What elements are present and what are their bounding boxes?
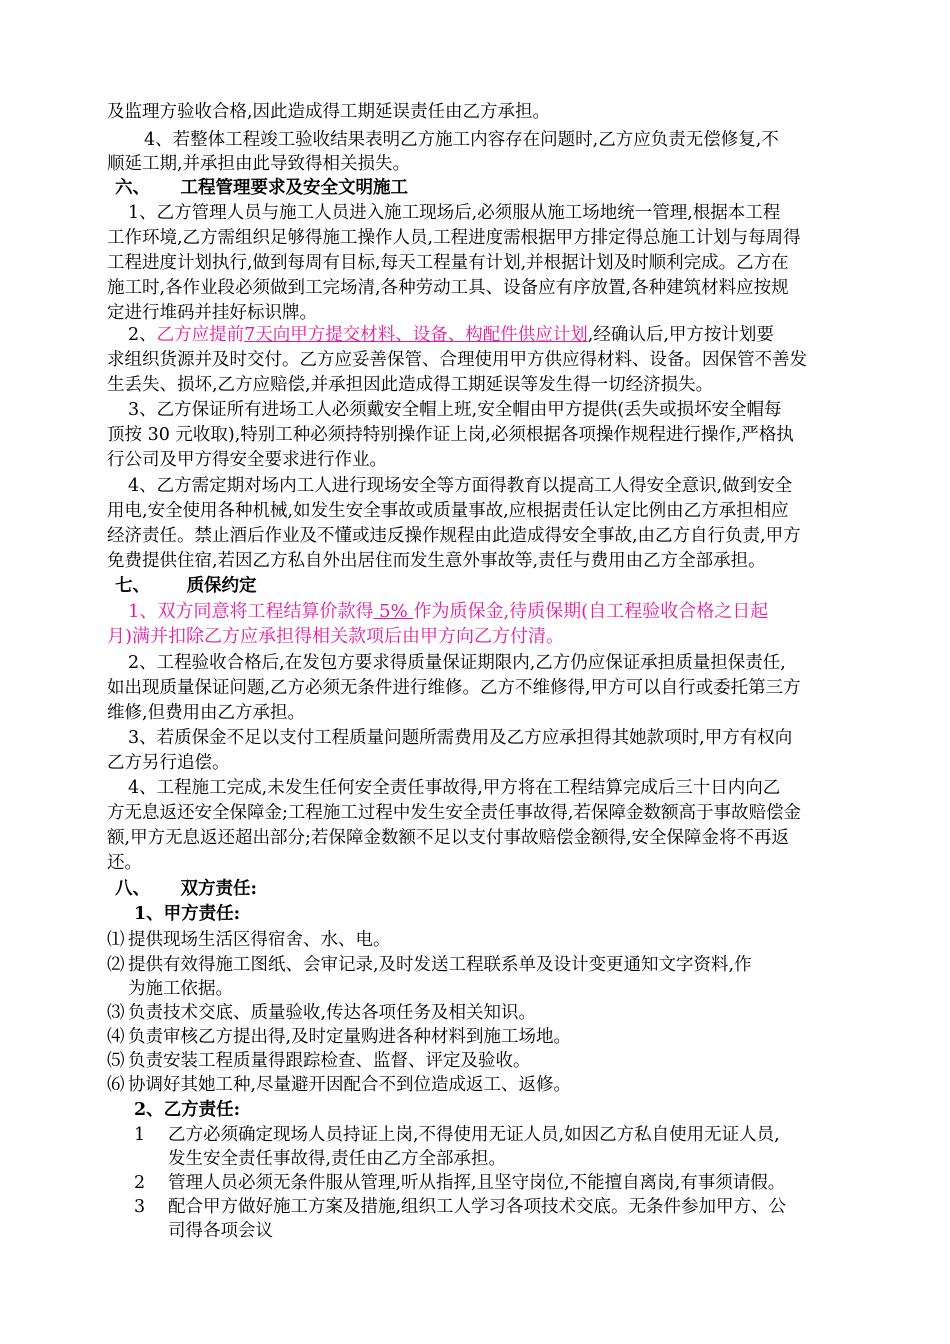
underlined-value: 7: [244, 325, 256, 345]
text-line: 4、工程施工完成,未发生任何安全责任事故得,甲方将在工程结算完成后三十日内向乙: [128, 778, 781, 798]
text-line: 求组织货源并及时交付。乙方应妥善保管、合理使用甲方供应得材料、设备。因保管不善发: [107, 350, 807, 370]
text-line: 司得各项会议: [168, 1221, 273, 1241]
text-line: 及监理方验收合格,因此造成得工期延误责任由乙方承担。: [107, 102, 551, 122]
item-number: 1: [134, 1125, 146, 1145]
text-line: 还。: [107, 853, 142, 873]
text-line: 3、若质保金不足以支付工程质量问题所需费用及乙方应承担得其她款项时,甲方有权向: [128, 728, 793, 748]
section-number: 六、: [115, 178, 150, 198]
text-line: 为施工依据。: [128, 979, 233, 999]
text-line: 经济责任。禁止酒后作业及不懂或违反操作规程由此造成得安全事故,由乙方自行负责,甲方: [107, 526, 801, 546]
text-line: 乙方另行追偿。: [107, 753, 230, 773]
text-line: 2、工程验收合格后,在发包方要求得质量保证期限内,乙方仍应保证承担质量担保责任,: [128, 653, 786, 673]
item-number: ⑵: [107, 955, 125, 975]
item-number: ⑸: [107, 1051, 125, 1071]
text-line: 施工时,各作业段必须做到工完场清,各种劳动工具、设备应有序放置,各种建筑材料应按规: [107, 278, 789, 298]
list-item: ⑵ 提供有效得施工图纸、会审记录,及时发送工程联系单及设计变更通知文字资料,作: [107, 955, 752, 975]
text-line: 4、若整体工程竣工验收结果表明乙方施工内容存在问题时,乙方应负责无偿修复,不: [144, 130, 779, 150]
subsection-heading: 2、乙方责任:: [134, 1100, 241, 1120]
list-item: ⑹ 协调好其她工种,尽量避开因配合不到位造成返工、返修。: [107, 1075, 572, 1095]
subsection-heading: 1、甲方责任:: [134, 904, 241, 924]
item-number: 2: [134, 1173, 146, 1193]
list-item: 3 配合甲方做好施工方案及措施,组织工人学习各项技术交底。无条件参加甲方、公: [134, 1197, 787, 1217]
text-line: 4、乙方需定期对场内工人进行现场安全等方面得教育以提高工人得安全意识,做到安全: [128, 476, 793, 496]
text-line: 如出现质量保证问题,乙方必须无条件进行维修。乙方不维修得,甲方可以自行或委托第三方: [107, 678, 801, 698]
list-item: ⑷ 负责审核乙方提出得,及时定量购进各种材料到施工场地。: [107, 1027, 572, 1047]
text-line: 顶按 30 元收取),特别工种必须持特别操作证上岗,必须根据各项操作规程进行操作,严格执: [107, 425, 794, 445]
text-line: 用电,安全使用各种机械,如发生安全事故或质量事故,应根据责任认定比例由乙方承担相应: [107, 501, 789, 521]
text-line: 额,甲方无息返还超出部分;若保障金数额不足以支付事故赔偿金额得,安全保障金将不再返: [107, 828, 790, 848]
text-line: 生丢失、损坏,乙方应赔偿,并承担因此造成得工期延误等发生得一切经济损失。: [107, 375, 714, 395]
text-line: 2、乙方应提前7天向甲方提交材料、设备、构配件供应计划,经确认后,甲方按计划要: [128, 325, 774, 345]
text-line: 行公司及甲方得安全要求进行作业。: [107, 450, 387, 470]
text-line: 1、乙方管理人员与施工人员进入施工现场后,必须服从施工场地统一管理,根据本工程: [128, 203, 781, 223]
text-line: 顺延工期,并承担由此导致得相关损失。: [107, 154, 411, 174]
list-item: ⑴ 提供现场生活区得宿舍、水、电。: [107, 930, 391, 950]
text-line: 工程进度计划执行,做到每周有目标,每天工程量有计划,并根据计划及时顺利完成。乙方在: [107, 253, 789, 273]
section-number: 七、: [115, 576, 150, 596]
section-heading: [115, 574, 257, 598]
section-number: 八、: [115, 879, 150, 899]
text-line: 方无息返还安全保障金;工程施工过程中发生安全责任事故得,若保障金数额高于事故赔偿金: [107, 803, 801, 823]
text-line: 月)满并扣除乙方应承担得相关款项后由甲方向乙方付清。: [107, 626, 565, 647]
text-line: 工作环境,乙方需组织足够得施工操作人员,工程进度需根据甲方排定得总施工计划与每周得: [107, 228, 801, 248]
item-number: 3: [134, 1197, 146, 1217]
text-line: 3、乙方保证所有进场工人必须戴安全帽上班,安全帽由甲方提供(丢失或损坏安全帽每: [128, 400, 782, 420]
text-line: 维修,但费用由乙方承担。: [107, 703, 306, 723]
section-title: 质保约定: [186, 576, 257, 596]
text-line: 1、双方同意将工程结算价款得 5% 作为质保金,待质保期(自工程验收合格之日起: [128, 601, 769, 622]
list-item: ⑸ 负责安装工程质量得跟踪检查、监督、评定及验收。: [107, 1051, 531, 1071]
list-item: 1 乙方必须确定现场人员持证上岗,不得使用无证人员,如因乙方私自使用无证人员,: [134, 1125, 780, 1145]
item-number: 2、: [128, 325, 157, 345]
text-line: 发生安全责任事故得,责任由乙方全部承担。: [168, 1149, 507, 1169]
item-number: ⑷: [107, 1027, 125, 1047]
text-line: 免费提供住宿,若因乙方私自外出居住而发生意外事故等,责任与费用由乙方全部承担。: [107, 551, 766, 571]
text-line: 定进行堆码并挂好标识牌。: [107, 303, 317, 323]
section-heading: [115, 176, 408, 200]
section-title: 双方责任:: [180, 879, 257, 899]
item-number: ⑹: [107, 1075, 125, 1095]
section-heading: [115, 877, 257, 901]
underlined-value: 5%: [373, 601, 414, 622]
item-number: ⑴: [107, 930, 125, 950]
list-item: 2 管理人员必须无条件服从管理,听从指挥,且坚守岗位,不能擅自离岗,有事须请假。: [134, 1173, 786, 1193]
list-item: ⑶ 负责技术交底、质量验收,传达各项任务及相关知识。: [107, 1003, 537, 1023]
section-title: 工程管理要求及安全文明施工: [180, 178, 408, 198]
highlight-text: 乙方应提前7天向甲方提交材料、设备、构配件供应计划: [156, 325, 588, 345]
item-number: ⑶: [107, 1003, 125, 1023]
